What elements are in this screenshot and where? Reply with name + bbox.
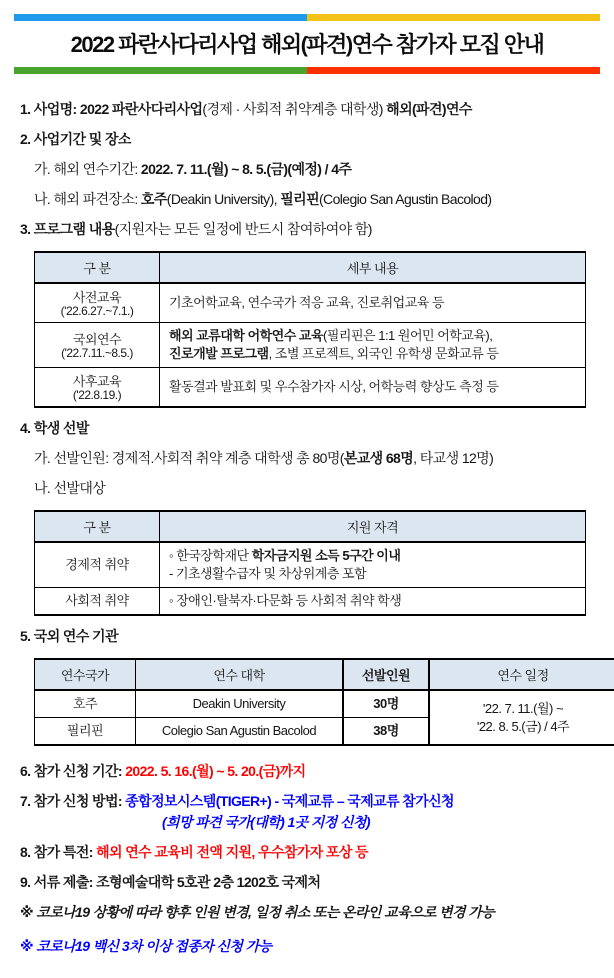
col-header-country: 연수국가 xyxy=(35,659,136,690)
qual-pre: ◦ 한국장학재단 xyxy=(169,548,252,563)
covid-note-2: ※ 코로나19 백신 3차 이상 접종자 신청 가능 xyxy=(20,936,601,956)
institution-table xyxy=(34,658,614,746)
table-row xyxy=(35,588,586,616)
section-7-note xyxy=(162,813,601,832)
category-name: 사전교육 xyxy=(44,290,150,305)
country-philippines: 필리핀 xyxy=(280,191,319,207)
country-cell: 필리핀 xyxy=(35,718,136,746)
training-period: 2022. 7. 11.(월) ~ 8. 5.(금)(예정) / 4주 xyxy=(141,161,351,177)
section-5-heading: 5. 국외 연수 기관 xyxy=(20,627,601,646)
section-1-label: 1. 사업명: xyxy=(20,101,80,117)
category-cell xyxy=(35,283,160,323)
detail-cell: 기초어학교육, 연수국가 적응 교육, 진로취업교육 등 xyxy=(160,283,586,323)
bottom-bar-red-segment xyxy=(307,67,600,74)
univ-australia: (Deakin University), xyxy=(167,191,280,207)
col-header-category: 구 분 xyxy=(35,252,160,283)
title-block xyxy=(20,14,601,74)
top-bar-yellow-segment xyxy=(307,14,600,21)
covid-note-1: ※ 코로나19 상황에 따라 향후 인원 변경, 일정 취소 또는 온라인 교육으로 변경 가능 xyxy=(20,902,601,922)
section-1-type: 해외(파견)연수 xyxy=(386,101,472,117)
table-header-row xyxy=(35,511,586,542)
table-header-row xyxy=(35,252,586,283)
category-name: 사후교육 xyxy=(44,374,150,389)
application-method-value: 종합정보시스템(TIGER+) - 국제교류 – 국제교류 참가신청 xyxy=(125,793,454,809)
section-2-item-b xyxy=(34,190,601,209)
category-cell: 사회적 취약 xyxy=(35,588,160,616)
schedule-line-1: '22. 7. 11.(월) ~ xyxy=(483,701,563,716)
category-period: ('22.7.11.~8.5.) xyxy=(44,347,150,360)
category-cell xyxy=(35,323,160,368)
qual-bold: 학자금지원 소득 5구간 이내 xyxy=(252,548,401,563)
item-b-label: 나. 해외 파견장소: xyxy=(34,191,141,207)
title-bottom-bar xyxy=(14,67,600,74)
program-content-table xyxy=(34,251,586,408)
title-top-bar xyxy=(14,14,600,21)
detail-reg: , 조별 프로젝트, 외국인 유학생 문화교류 등 xyxy=(269,346,499,361)
detail-bold: 진로개발 프로그램 xyxy=(169,346,269,361)
quota-post: , 타교생 12명) xyxy=(413,450,493,466)
section-1-target: (경제 · 사회적 취약계층 대학생) xyxy=(202,101,386,117)
category-cell: 경제적 취약 xyxy=(35,542,160,588)
table-header-row xyxy=(35,659,614,690)
top-bar-blue-segment xyxy=(14,14,307,21)
country-australia: 호주 xyxy=(141,191,167,207)
category-period: ('22.8.19.) xyxy=(44,389,150,402)
schedule-cell xyxy=(429,690,614,745)
category-name: 국외연수 xyxy=(44,332,150,347)
section-4-item-a xyxy=(34,449,601,468)
qualification-cell: ◦ 장애인·탈북자·다문화 등 사회적 취약 학생 xyxy=(160,588,586,616)
col-header-category: 구 분 xyxy=(35,511,160,542)
eligibility-table xyxy=(34,510,586,616)
bottom-bar-green-segment xyxy=(14,67,307,74)
category-period: ('22.6.27.~7.1.) xyxy=(44,305,150,318)
university-cell: Deakin University xyxy=(136,690,344,718)
section-4-heading: 4. 학생 선발 xyxy=(20,419,601,438)
section-9-document-submission: 9. 서류 제출: 조형예술대학 5호관 2층 1202호 국제처 xyxy=(20,873,601,892)
table-row xyxy=(35,323,586,368)
quota-pre: 가. 선발인원: 경제적.사회적 취약 계층 대학생 총 80명( xyxy=(34,450,344,466)
univ-philippines: (Colegio San Agustin Bacolod) xyxy=(319,191,492,207)
section-2-heading: 2. 사업기간 및 장소 xyxy=(20,130,601,149)
application-period-value: 2022. 5. 16.(월) ~ 5. 20.(금)까지 xyxy=(125,763,305,779)
schedule-line-2: '22. 8. 5.(금) / 4주 xyxy=(477,719,569,734)
section-6-label: 6. 참가 신청 기간: xyxy=(20,763,125,779)
category-cell xyxy=(35,368,160,408)
col-header-detail: 세부 내용 xyxy=(160,252,586,283)
section-1-project-name xyxy=(20,100,601,119)
section-3-heading xyxy=(20,220,601,239)
section-6-application-period xyxy=(20,762,601,781)
col-header-university: 연수 대학 xyxy=(136,659,344,690)
section-4-item-b: 나. 선발대상 xyxy=(34,479,601,498)
section-2-item-a xyxy=(34,160,601,179)
item-a-label: 가. 해외 연수기간: xyxy=(34,161,141,177)
university-cell: Colegio San Agustin Bacolod xyxy=(136,718,344,746)
page-title: 2022 파란사다리사업 해외(파견)연수 참가자 모집 안내 xyxy=(14,21,600,67)
table-row xyxy=(35,283,586,323)
col-header-schedule: 연수 일정 xyxy=(429,659,614,690)
section-7-label: 7. 참가 신청 방법: xyxy=(20,793,125,809)
table-row xyxy=(35,368,586,408)
quota-cell: 38명 xyxy=(343,718,429,746)
benefits-value: 해외 연수 교육비 전액 지원, 우수참가자 포상 등 xyxy=(96,844,368,860)
col-header-quota: 선발인원 xyxy=(343,659,429,690)
detail-reg: (필리핀은 1:1 원어민 어학교육), xyxy=(323,328,492,343)
section-3-title: 3. 프로그램 내용 xyxy=(20,221,115,237)
country-cell: 호주 xyxy=(35,690,136,718)
qualification-cell xyxy=(160,542,586,588)
section-8-benefits xyxy=(20,843,601,862)
col-header-qualification: 지원 자격 xyxy=(160,511,586,542)
section-8-label: 8. 참가 특전: xyxy=(20,844,96,860)
section-7-application-method xyxy=(20,792,601,811)
section-1-project: 2022 파란사다리사업 xyxy=(80,101,203,117)
section-3-note: (지원자는 모든 일정에 반드시 참여하여야 함) xyxy=(115,221,372,237)
detail-cell xyxy=(160,323,586,368)
detail-cell: 활동결과 발표회 및 우수참가자 시상, 어학능력 향상도 측정 등 xyxy=(160,368,586,408)
detail-bold: 해외 교류대학 어학연수 교육 xyxy=(169,328,323,343)
application-method-note: (희망 파견 국가(대학) 1곳 지정 신청) xyxy=(162,814,370,830)
table-row xyxy=(35,542,586,588)
quota-cell: 30명 xyxy=(343,690,429,718)
quota-main-campus: 본교생 68명 xyxy=(344,450,413,466)
table-row xyxy=(35,690,614,718)
qual-line2: - 기초생활수급자 및 차상위계층 포함 xyxy=(169,566,366,581)
